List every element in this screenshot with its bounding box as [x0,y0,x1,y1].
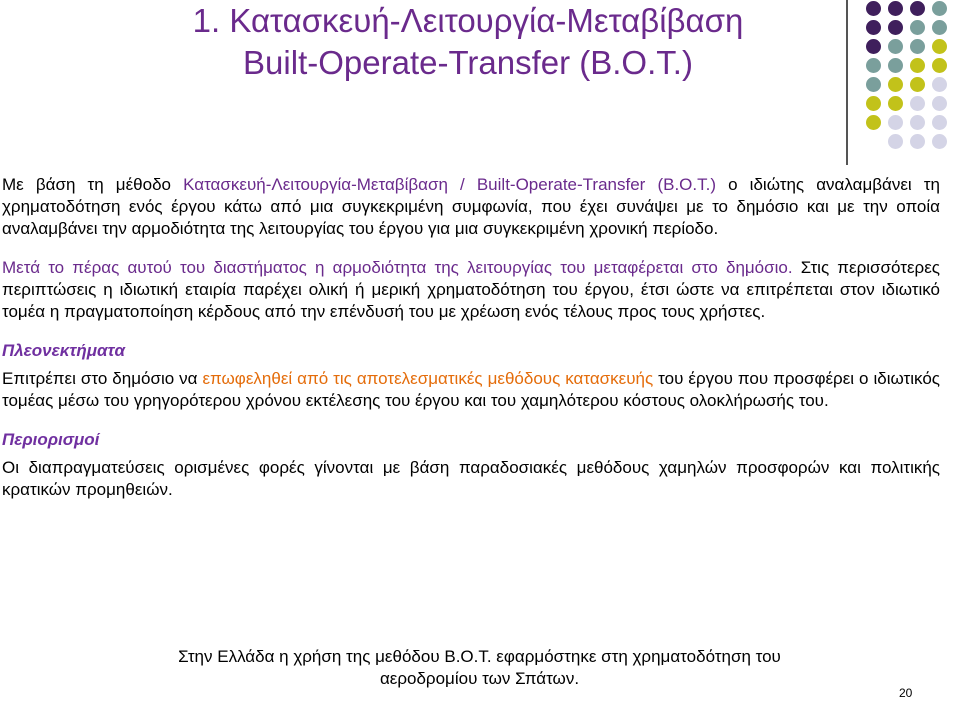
decorative-dot [932,77,947,92]
decorative-dot [910,115,925,130]
decorative-dot [866,20,881,35]
paragraph-bot-definition [2,174,940,240]
paragraph-1-highlight: Κατασκευή-Λειτουργία-Μεταβίβαση / Built-Operate-Transfer (B.O.T.) [183,175,716,194]
decorative-dot [932,134,947,149]
page-number: 20 [899,686,913,700]
closing-line-2: αεροδρομίου των Σπάτων. [379,669,580,688]
paragraph-1-prefix: Με βάση τη μέθοδο [2,175,184,194]
decorative-dot [888,1,903,16]
paragraph-1-rest: ο ιδιώτης αναλαμβάνει τη χρηματοδότηση ενός έργου κάτω από μια συγκεκριμένη συμφωνία, που έχει συνάψει με το δημόσιο και με την οποία αναλαμβάνει την αρμοδιότητα της λειτουργίας του έργου για μια συγκεκριμένη χρονική περίοδο. [2,175,940,238]
paragraph-2-highlight: Μετά το πέρας αυτού του διαστήματος η αρμοδιότητα της λειτουργίας του μεταφέρεται στο δημόσιο. [2,258,793,277]
decorative-dot [932,20,947,35]
decorative-dot [866,115,881,130]
advantages-highlight: επωφεληθεί από τις αποτελεσματικές μεθόδους κατασκευής [202,369,654,388]
advantages-heading-text: Πλεονεκτήματα [2,341,126,360]
paragraph-2-rest: Στις περισσότερες περιπτώσεις η ιδιωτική εταιρία παρέχει ολική ή μερική χρηματοδότηση του έργου, έτσι ώστε να επιτρέπεται στον ιδιωτικό τομέα η πραγματοποίηση κέρδους από την επένδυσή του με χρέωση ενός τέλους προς τους χρήστες. [2,258,940,321]
decorative-dot [866,77,881,92]
decorative-dot-grid [860,0,959,150]
decorative-dot [888,39,903,54]
decorative-dot [932,96,947,111]
slide-body [2,174,940,501]
slide-title-line-2: Built-Operate-Transfer (B.O.T.) [243,44,693,81]
decorative-dot [910,96,925,111]
decorative-dot [932,115,947,130]
decorative-dot [888,20,903,35]
slide-title [108,0,828,84]
limitations-heading-text: Περιορισμοί [2,430,100,449]
decorative-dot [866,58,881,73]
closing-note [0,646,959,690]
limitations-text: Οι διαπραγματεύσεις ορισμένες φορές γίνονται με βάση παραδοσιακές μεθόδους χαμηλών προσφορών και πολιτικής κρατικών προμηθειών. [2,458,940,499]
decorative-dot [910,1,925,16]
decorative-dot [888,77,903,92]
decorative-dot [888,134,903,149]
decorative-dot [866,39,881,54]
decorative-divider-line [846,0,848,165]
decorative-dot [910,134,925,149]
advantages-prefix: Επιτρέπει στο δημόσιο να [2,369,203,388]
decorative-dot [866,96,881,111]
decorative-dot [910,20,925,35]
decorative-dot [932,39,947,54]
slide-title-line-1: 1. Κατασκευή-Λειτουργία-Μεταβίβαση [192,2,744,39]
decorative-dot [932,58,947,73]
advantages-heading [2,340,940,362]
decorative-dot [888,58,903,73]
decorative-dot [910,77,925,92]
decorative-dot [866,1,881,16]
decorative-dot [888,115,903,130]
decorative-dot [888,96,903,111]
advantages-text [2,368,940,412]
decorative-dot [910,58,925,73]
closing-line-1: Στην Ελλάδα η χρήση της μεθόδου B.O.T. εφαρμόστηκε στη χρηματοδότηση του [178,647,781,666]
limitations-heading [2,429,940,451]
decorative-dot [932,1,947,16]
advantages-rest: του έργου που προσφέρει ο ιδιωτικός τομέας μέσω του γρηγορότερου χρόνου εκτέλεσης του έργου και του χαμηλότερου κόστους ολοκλήρωσής του. [2,369,940,410]
decorative-dot [910,39,925,54]
paragraph-transfer [2,257,940,323]
